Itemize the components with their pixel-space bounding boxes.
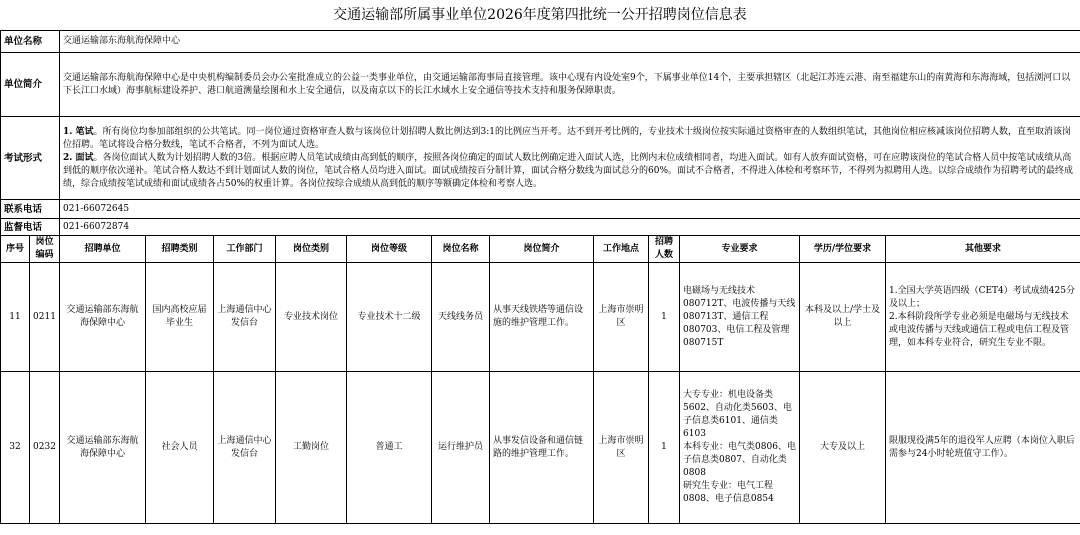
exam-form-row <box>1 117 1080 200</box>
col-header-other: 其他要求 <box>886 236 1080 263</box>
col-header-category: 招聘类别 <box>146 236 214 263</box>
row-location: 上海市崇明区 <box>594 372 649 524</box>
unit-name-label: 单位名称 <box>1 31 60 53</box>
table-row <box>1 372 1080 524</box>
col-header-post-name: 岗位名称 <box>432 236 490 263</box>
supervise-phone-label: 监督电话 <box>1 219 60 236</box>
col-header-location: 工作地点 <box>594 236 649 263</box>
unit-intro-value: 交通运输部东海航海保障中心是中央机构编制委员会办公室批准成立的公益一类事业单位，由交通运输部海事局直接管理。该中心现有内设处室9个，下属事业单位14个，主要承担辖区（北起江苏连云港、南至福建东山的南黄海和东海海域，包括浏河口以下长江口水域）海事航标建设养护、港口航道测量绘图和水上安全通信，以及南京以下的长江水域水上安全通信等技术支持和服务保障职责。 <box>60 53 1080 117</box>
exam-interview-text: 。各岗位面试人数为计划招聘人数的3倍。根据应聘人员笔试成绩由高到低的顺序，按照各岗位确定的面试人数比例确定进入面试人选，比例内末位成绩相同者，均进入面试。如有人放弃面试资格，可在应聘该岗位的笔试合格人员中按笔试成绩从高到低的顺序依次递补。笔试合格人数达不到计划面试人数的岗位，笔试合格人员均进入面试。面试成绩按百分制计算，面试合格分数线为面试总分的60%。面试不合格者，不得进入体检和考察环节，不得列为拟聘用人选。以综合成绩作为招聘考试的最终成绩，综合成绩按笔试成绩和面试成绩各占50%的权重计算。各岗位按综合成绩从高到低的顺序等额确定体检和考察人选。 <box>63 152 1074 189</box>
row-code: 0211 <box>30 263 60 372</box>
unit-name-row <box>1 31 1080 53</box>
row-count: 1 <box>649 372 680 524</box>
exam-written-text: 。所有岗位均参加部组织的公共笔试。同一岗位通过资格审查人数与该岗位计划招聘人数比例达到3:1的比例应当开考。达不到开考比例的，专业技术十级岗位按实际通过资格审查的人数组织笔试，其他岗位相应核减该岗位招聘人数，直至取消该岗位招聘。笔试将设合格分数线，笔试不合格者，不列为面试人选。 <box>63 126 1072 150</box>
row-post-name: 天线线务员 <box>432 263 490 372</box>
row-post-name: 运行维护员 <box>432 372 490 524</box>
unit-intro-row <box>1 53 1080 117</box>
row-no: 11 <box>1 263 30 372</box>
col-header-post-level: 岗位等级 <box>347 236 432 263</box>
row-major: 电磁场与无线技术080712T、电波传播与天线080713T、通信工程080703、电信工程及管理080715T <box>680 263 800 372</box>
contact-phone-label: 联系电话 <box>1 200 60 219</box>
row-other: 限服现役满5年的退役军人应聘（本岗位入职后需参与24小时轮班值守工作）。 <box>886 372 1080 524</box>
table-row <box>1 263 1080 372</box>
col-header-code: 岗位编码 <box>30 236 60 263</box>
row-dept: 上海通信中心发信台 <box>214 372 276 524</box>
col-header-unit: 招聘单位 <box>60 236 146 263</box>
row-degree: 本科及以上/学士及以上 <box>800 263 886 372</box>
unit-intro-label: 单位简介 <box>1 53 60 117</box>
row-dept: 上海通信中心发信台 <box>214 263 276 372</box>
page-title: 交通运输部所属事业单位2026年度第四批统一公开招聘岗位信息表 <box>333 7 747 23</box>
exam-form-label: 考试形式 <box>1 117 60 200</box>
contact-phone-row <box>1 200 1080 219</box>
row-major: 大专专业：机电设备类5602、自动化类5603、电子信息类6101、通信类6103 本科专业：电气类0806、电子信息类0807、自动化类0808 研究生专业：电气工程0808、电子信息0854 <box>680 372 800 524</box>
row-count: 1 <box>649 263 680 372</box>
job-info-table <box>0 30 1080 524</box>
contact-phone-value: 021-66072645 <box>60 200 1080 219</box>
supervise-phone-row <box>1 219 1080 236</box>
row-degree: 大专及以上 <box>800 372 886 524</box>
row-post-level: 普通工 <box>347 372 432 524</box>
col-header-degree: 学历/学位要求 <box>800 236 886 263</box>
row-category: 社会人员 <box>146 372 214 524</box>
column-header-row <box>1 236 1080 263</box>
row-category: 国内高校应届毕业生 <box>146 263 214 372</box>
col-header-dept: 工作部门 <box>214 236 276 263</box>
unit-name-value: 交通运输部东海航海保障中心 <box>60 31 1080 53</box>
exam-written-title: 1. 笔试 <box>63 126 94 137</box>
row-unit: 交通运输部东海航海保障中心 <box>60 263 146 372</box>
col-header-post-type: 岗位类别 <box>276 236 347 263</box>
row-no: 32 <box>1 372 30 524</box>
col-header-no: 序号 <box>1 236 30 263</box>
col-header-major: 专业要求 <box>680 236 800 263</box>
supervise-phone-value: 021-66072874 <box>60 219 1080 236</box>
row-other: 1.全国大学英语四级（CET4）考试成绩425分及以上； 2.本科阶段所学专业必须是电磁场与无线技术或电波传播与天线或通信工程或电信工程及管理，如本科专业符合，研究生专业不限。 <box>886 263 1080 372</box>
row-post-level: 专业技术十二级 <box>347 263 432 372</box>
row-post-intro: 从事天线铁塔等通信设施的维护管理工作。 <box>490 263 594 372</box>
exam-form-value <box>60 117 1080 200</box>
col-header-count: 招聘人数 <box>649 236 680 263</box>
row-post-type: 工勤岗位 <box>276 372 347 524</box>
row-code: 0232 <box>30 372 60 524</box>
col-header-post-intro: 岗位简介 <box>490 236 594 263</box>
row-post-type: 专业技术岗位 <box>276 263 347 372</box>
row-post-intro: 从事发信设备和通信链路的维护管理工作。 <box>490 372 594 524</box>
row-unit: 交通运输部东海航海保障中心 <box>60 372 146 524</box>
exam-interview-title: 2. 面试 <box>63 152 94 163</box>
row-location: 上海市崇明区 <box>594 263 649 372</box>
